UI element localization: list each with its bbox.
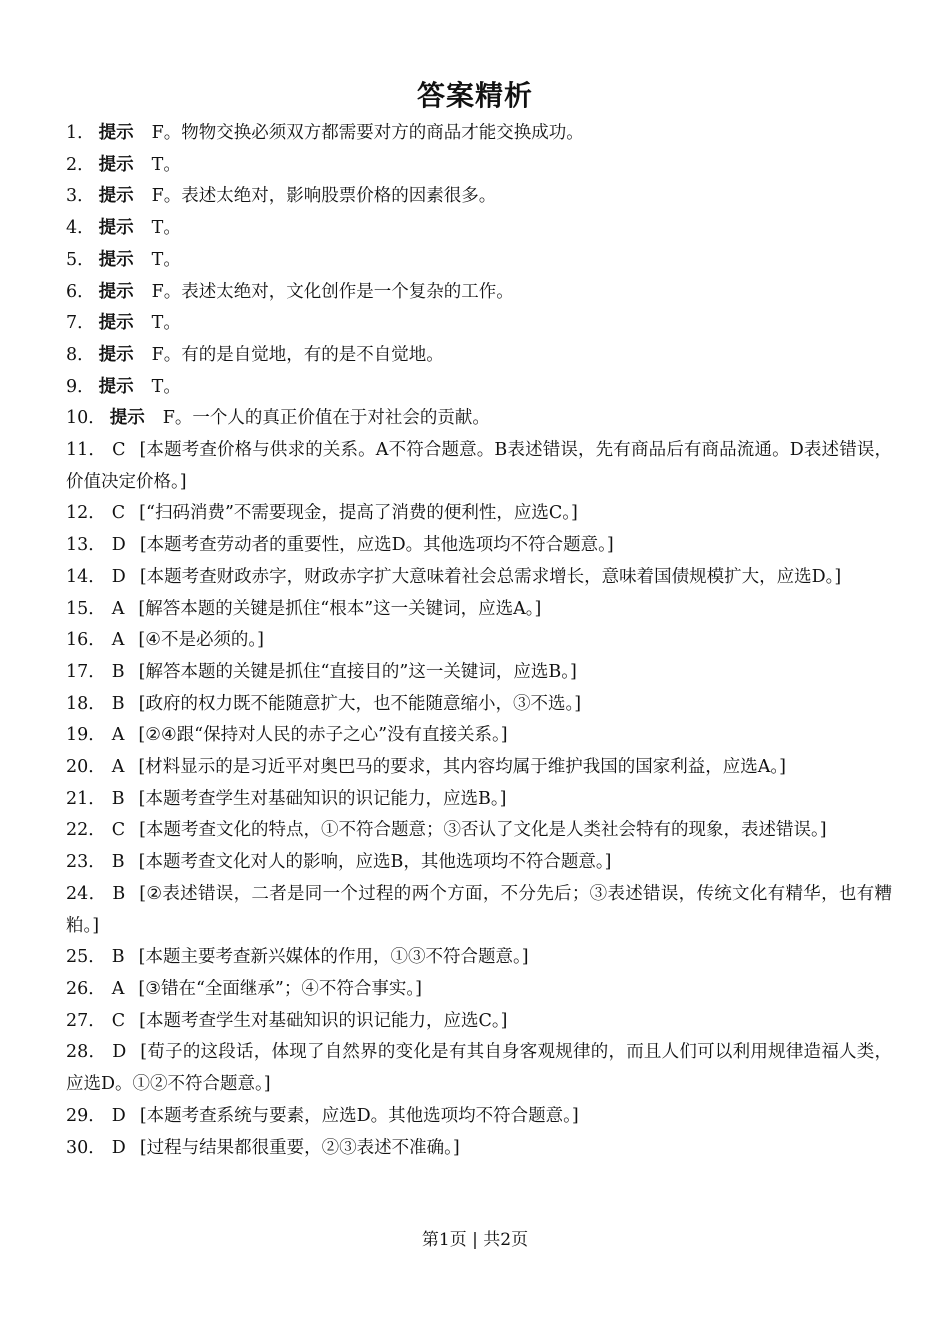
item-number: 17． (66, 661, 106, 682)
hint-label: 提示 (98, 344, 134, 365)
item-explanation: [政府的权力既不能随意扩大，也不能随意缩小，③不选。] (138, 693, 582, 714)
answer-choice: C (111, 1010, 126, 1031)
answer-choice: D (111, 566, 126, 587)
page-title: 答案精析 (416, 79, 533, 112)
answer-item (66, 277, 892, 309)
answer-choice: B (111, 693, 125, 714)
hint-label: 提示 (98, 154, 134, 175)
item-number: 18． (66, 693, 106, 714)
item-number: 7． (66, 313, 95, 334)
item-number: 22． (66, 820, 106, 841)
item-number: 12． (66, 503, 106, 524)
item-number: 29． (66, 1105, 106, 1126)
answer-choice: B (111, 661, 125, 682)
answer-choice: B (112, 883, 126, 904)
item-number: 16． (66, 630, 106, 651)
answer-item (66, 1037, 892, 1100)
item-number: 19． (66, 725, 106, 746)
answer-item (66, 118, 892, 150)
item-number: 9． (66, 376, 95, 397)
hint-label: 提示 (98, 281, 134, 302)
item-explanation: F。表述太绝对，影响股票价格的因素很多。 (151, 186, 497, 207)
answer-item (66, 1133, 892, 1165)
item-explanation: T。 (151, 313, 181, 334)
answer-list (66, 118, 892, 1164)
item-number: 1． (66, 123, 95, 143)
answer-choice: D (111, 1105, 126, 1126)
answer-item (66, 847, 892, 879)
hint-label: 提示 (109, 408, 145, 429)
item-explanation: F。表述太绝对，文化创作是一个复杂的工作。 (151, 281, 514, 302)
item-explanation: [②表述错误，二者是同一个过程的两个方面，不分先后；③表述错误，传统文化有精华，也有糟粕。] (66, 883, 892, 936)
item-explanation: [④不是必须的。] (138, 630, 265, 651)
item-number: 2． (66, 154, 95, 175)
item-explanation: [本题考查文化的特点，①不符合题意；③否认了文化是人类社会特有的现象，表述错误。] (139, 820, 827, 841)
page-footer: 第1页 | 共2页 (421, 1230, 529, 1250)
item-explanation: F。一个人的真正价值在于对社会的贡献。 (162, 408, 490, 429)
item-explanation: [过程与结果都很重要，②③表述不准确。] (139, 1137, 460, 1158)
item-number: 24． (66, 883, 107, 904)
answer-item (66, 1101, 892, 1133)
answer-item (66, 1006, 892, 1038)
answer-item (66, 562, 892, 594)
hint-label: 提示 (98, 313, 134, 334)
hint-label: 提示 (98, 123, 134, 143)
item-explanation: [荀子的这段话，体现了自然界的变化是有其自身客观规律的，而且人们可以利用规律造福人类，应选D。①②不符合题意。] (66, 1042, 892, 1095)
item-number: 6． (66, 281, 95, 302)
item-number: 28． (66, 1042, 107, 1063)
item-explanation: [“扫码消费”不需要现金，提高了消费的便利性，应选C。] (139, 503, 578, 524)
answer-item (66, 530, 892, 562)
item-explanation: [本题考查学生对基础知识的识记能力，应选B。] (138, 788, 507, 809)
answer-item (66, 150, 892, 182)
item-explanation: [解答本题的关键是抓住“直接目的”这一关键词，应选B。] (138, 661, 577, 682)
item-explanation: [本题主要考查新兴媒体的作用，①③不符合题意。] (138, 947, 529, 968)
item-number: 20． (66, 757, 106, 778)
item-number: 5． (66, 249, 95, 270)
item-explanation: [本题考查系统与要素，应选D。其他选项均不符合题意。] (139, 1105, 579, 1126)
hint-label: 提示 (98, 218, 134, 239)
answer-item (66, 594, 892, 626)
item-explanation: [本题考查价格与供求的关系。A不符合题意。B表述错误，先有商品后有商品流通。D表述错误，价值决定价格。] (66, 440, 892, 492)
answer-item (66, 657, 892, 689)
item-explanation: [本题考查文化对人的影响，应选B，其他选项均不符合题意。] (138, 852, 612, 873)
item-explanation: F。有的是自觉地，有的是不自觉地。 (151, 344, 444, 365)
answer-item (66, 689, 892, 721)
answer-item (66, 879, 892, 942)
item-explanation: [本题考查财政赤字，财政赤字扩大意味着社会总需求增长，意味着国债规模扩大，应选D。] (139, 566, 842, 587)
item-number: 3． (66, 186, 95, 207)
item-explanation: T。 (151, 249, 181, 270)
item-explanation: T。 (151, 376, 181, 397)
answer-choice: A (111, 725, 125, 746)
hint-label: 提示 (98, 376, 134, 397)
item-number: 15． (66, 598, 106, 619)
answer-item (66, 498, 892, 530)
answer-item (66, 784, 892, 816)
answer-choice: D (112, 1042, 127, 1063)
item-explanation: F。物物交换必须双方都需要对方的商品才能交换成功。 (151, 123, 584, 143)
answer-choice: D (111, 535, 126, 556)
answer-item (66, 815, 892, 847)
answer-choice: A (111, 757, 125, 778)
answer-item (66, 372, 892, 404)
item-explanation: T。 (151, 218, 181, 239)
item-explanation: [③错在“全面继承”；④不符合事实。] (138, 978, 422, 999)
answer-choice: B (111, 788, 125, 809)
item-explanation: [本题考查劳动者的重要性，应选D。其他选项均不符合题意。] (139, 535, 614, 556)
answer-choice: B (111, 852, 125, 873)
answer-item (66, 720, 892, 752)
item-number: 21． (66, 788, 106, 809)
item-explanation: [材料显示的是习近平对奥巴马的要求，其内容均属于维护我国的国家利益，应选A。] (138, 757, 786, 778)
answer-choice: A (111, 630, 125, 651)
item-explanation: T。 (151, 154, 181, 175)
item-number: 30． (66, 1137, 106, 1158)
answer-choice: B (111, 947, 125, 968)
answer-choice: C (111, 820, 126, 841)
item-number: 10． (66, 408, 106, 429)
item-number: 25． (66, 947, 106, 968)
answer-item (66, 435, 892, 498)
item-number: 8． (66, 344, 95, 365)
hint-label: 提示 (98, 249, 134, 270)
answer-choice: C (111, 503, 126, 524)
item-number: 23． (66, 852, 106, 873)
hint-label: 提示 (98, 186, 134, 207)
answer-item (66, 181, 892, 213)
item-number: 27． (66, 1010, 106, 1031)
answer-choice: D (111, 1137, 126, 1158)
item-number: 26． (66, 978, 106, 999)
answer-item (66, 752, 892, 784)
answer-choice: C (112, 440, 126, 461)
answer-item (66, 974, 892, 1006)
answer-choice: A (111, 598, 125, 619)
item-number: 14． (66, 566, 106, 587)
answer-item (66, 213, 892, 245)
answer-item (66, 942, 892, 974)
item-number: 4． (66, 218, 95, 239)
item-number: 11． (66, 440, 107, 461)
answer-choice: A (111, 978, 125, 999)
answer-item (66, 340, 892, 372)
item-explanation: [解答本题的关键是抓住“根本”这一关键词，应选A。] (138, 598, 542, 619)
answer-item (66, 245, 892, 277)
item-explanation: [本题考查学生对基础知识的识记能力，应选C。] (139, 1010, 508, 1031)
item-explanation: [②④跟“保持对人民的赤子之心”没有直接关系。] (138, 725, 508, 746)
answer-item (66, 625, 892, 657)
answer-item (66, 308, 892, 340)
answer-item (66, 403, 892, 435)
item-number: 13． (66, 535, 106, 556)
